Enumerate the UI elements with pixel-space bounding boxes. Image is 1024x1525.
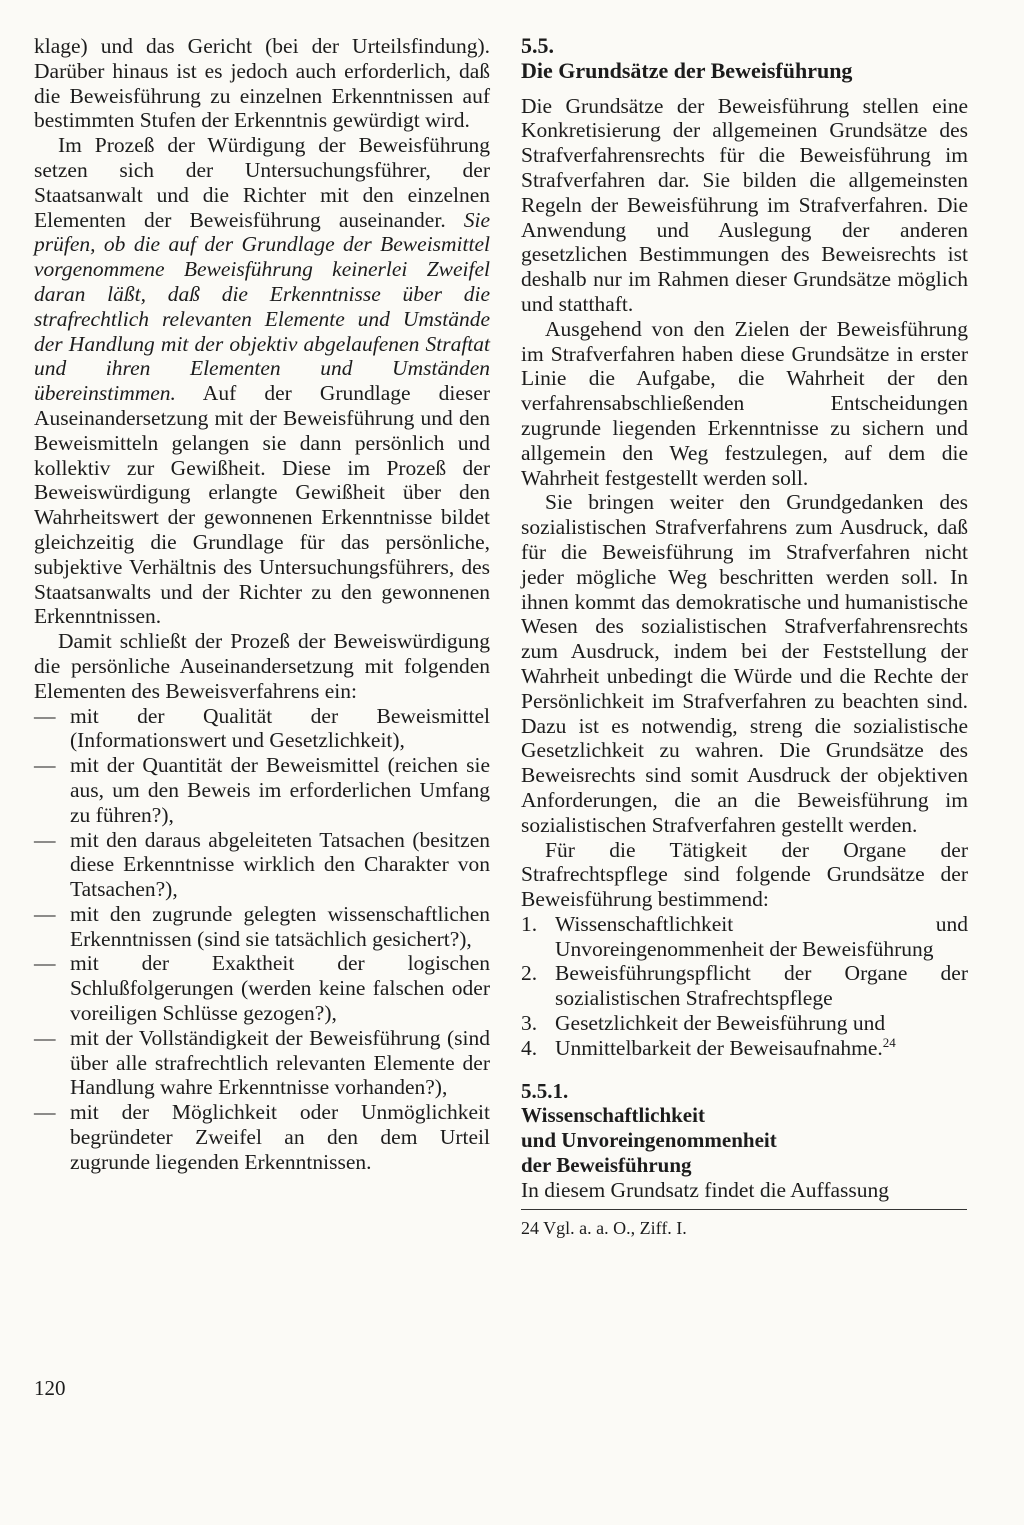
- subsection-number: 5.5.1.: [521, 1078, 569, 1103]
- page-number: 120: [34, 1376, 66, 1400]
- list-item-text: mit der Quantität der Beweismittel (reichen sie aus, um den Beweis im erforderlichen Umfang zu führen?),: [70, 753, 490, 827]
- footnote: 24 Vgl. a. a. O., Ziff. I.: [521, 1217, 687, 1238]
- section-title: Die Grundsätze der Beweisführung: [521, 57, 853, 83]
- list-number: 2.: [521, 961, 538, 986]
- paragraph: [34, 133, 490, 629]
- list-item: [34, 902, 490, 952]
- paragraph: Damit schließt der Prozeß der Beweiswürdigung die persönliche Auseinandersetzung mit folgenden Elementen des Beweisverfahrens ein:: [34, 629, 490, 703]
- list-item: [34, 753, 490, 827]
- subsection-title-line: der Beweisführung: [521, 1153, 692, 1178]
- subsection-title-line: Wissenschaftlichkeit: [521, 1103, 705, 1128]
- paragraph: klage) und das Gericht (bei der Urteilsfindung). Darüber hinaus ist es jedoch auch erforderlich, daß die Beweisführung zu einzelnen Erkenntnissen auf bestimmten Stufen der Erkenntnis gewürdigt wird.: [34, 34, 490, 133]
- list-item: [521, 1011, 968, 1036]
- dash-marker: —: [34, 827, 56, 852]
- list-number: 3.: [521, 1011, 538, 1036]
- list-item-text: Unmittelbarkeit der Beweisaufnahme.: [555, 1035, 883, 1060]
- paragraph: In diesem Grundsatz findet die Auffassung: [521, 1177, 890, 1202]
- paragraph-text: Im Prozeß der Würdigung der Beweisführung setzen sich der Untersuchungsführer, der Staatsanwalt und die Richter mit den einzelnen Elementen der Beweisführung auseinander.: [34, 133, 490, 232]
- dash-marker: —: [34, 901, 56, 926]
- list-item: [34, 951, 490, 1025]
- subsection-title-line: und Unvoreingenommenheit: [521, 1128, 777, 1153]
- dash-marker: —: [34, 703, 56, 728]
- list-item-text: mit der Möglichkeit oder Unmöglichkeit begründeter Zweifel an den dem Urteil zugrunde liegenden Erkenntnissen.: [70, 1100, 490, 1174]
- emphasized-text: Sie prüfen, ob die auf der Grundlage der Beweismittel vorgenommene Beweisführung keinerlei Zweifel daran läßt, daß die Erkenntnisse über die strafrechtlich relevanten Elemente und Umstände der Handlung mit der objektiv abgelaufenen Straftat und ihren Elementen und Umständen übereinstimmen.: [34, 207, 490, 406]
- dash-marker: —: [34, 753, 56, 778]
- list-item-text: Beweisführungspflicht der Organe der sozialistischen Strafrechtspflege: [555, 961, 968, 1011]
- list-item-text: mit der Vollständigkeit der Beweisführung (sind über alle strafrechtlich relevanten Elemente der Handlung wahre Erkenntnisse vorhanden?),: [70, 1025, 490, 1100]
- list-number: 1.: [521, 911, 538, 936]
- list-item-text: mit den daraus abgeleiteten Tatsachen (besitzen diese Erkenntnisse wirklich den Charakter von Tatsachen?),: [70, 827, 490, 902]
- list-item-text: Gesetzlichkeit der Beweisführung und: [555, 1011, 886, 1036]
- paragraph: Sie bringen weiter den Grundgedanken des sozialistischen Strafverfahrens zum Ausdruck, daß für die Beweisführung im Strafverfahren nicht jeder mögliche Weg beschritten werden soll. In ihnen kommt das demokratische und humanistische Wesen des sozialistischen Strafverfahrensrechts zum Ausdruck, indem bei der Feststellung der Wahrheit unbedingt die Würde und die Rechte der Persönlichkeit im Strafverfahren zu beachten sind. Dazu ist es notwendig, streng die sozialistische Gesetzlichkeit zu wahren. Die Grundsätze des Beweisrechts sind somit Ausdruck der objektiven Anforderungen, die an die Beweisführung im sozialistischen Strafverfahren gestellt werden.: [521, 490, 968, 837]
- dash-marker: —: [34, 951, 56, 976]
- list-item: [521, 961, 968, 1011]
- list-item: [34, 704, 490, 754]
- dash-marker: —: [34, 1100, 56, 1125]
- paragraph: Ausgehend von den Zielen der Beweisführung im Strafverfahren haben diese Grundsätze in erster Linie die Aufgabe, die Wahrheit der den verfahrensabschließenden Entscheidungen zugrunde liegenden Erkenntnisse zu sichern und allgemein den Weg festzulegen, auf dem die Wahrheit festgestellt werden soll.: [521, 316, 968, 490]
- paragraph: Die Grundsätze der Beweisführung stellen eine Konkretisierung der allgemeinen Grundsätze des Strafverfahrensrechts für die Beweisführung im Strafverfahren dar. Sie bilden die allgemeinsten Regeln der Beweisführung im Strafverfahren. Die Anwendung und Auslegung der anderen gesetzlichen Bestimmungen des Beweisrechts ist deshalb nur im Rahmen dieser Grundsätze möglich und statthaft.: [521, 93, 968, 316]
- list-item-text: mit den zugrunde gelegten wissenschaftlichen Erkenntnissen (sind sie tatsächlich gesichert?),: [70, 901, 490, 951]
- right-column: [521, 34, 968, 1240]
- list-item-text: mit der Qualität der Beweismittel (Informationswert und Gesetzlichkeit),: [70, 703, 490, 753]
- list-item: [521, 912, 968, 962]
- list-number: 4.: [521, 1035, 538, 1060]
- element-list: [34, 704, 490, 1175]
- paragraph-text: Auf der Grundlage dieser Auseinandersetzung mit der Beweisführung und den Beweismitteln gelangen sie dann persönlich und kollektiv zur Gewißheit. Diese im Prozeß der Beweiswürdigung erlangte Gewißheit über den Wahrheitswert der gewonnenen Erkenntnisse bildet gleichzeitig die Grundlage für das persönliche, subjektive Verhältnis des Untersuchungsführers, des Staatsanwalts und der Richter zu den gewonnenen Erkenntnissen.: [34, 381, 490, 629]
- section-number: 5.5.: [521, 33, 554, 58]
- list-item-text: Wissenschaftlichkeit und Unvoreingenommenheit der Beweisführung: [555, 911, 968, 961]
- list-item: [521, 1036, 968, 1061]
- principles-list: [521, 912, 968, 1061]
- list-item-text: mit der Exaktheit der logischen Schlußfolgerungen (werden keine falschen oder voreiligen Schlüsse gezogen?),: [70, 951, 490, 1026]
- footnote-reference[interactable]: 24: [882, 1034, 896, 1050]
- footnote-divider: [521, 1209, 967, 1210]
- paragraph: Für die Tätigkeit der Organe der Strafrechtspflege sind folgende Grundsätze der Beweisführung bestimmend:: [521, 837, 968, 912]
- list-item: [34, 828, 490, 902]
- list-item: [34, 1026, 490, 1100]
- left-column: [34, 34, 490, 1175]
- dash-marker: —: [34, 1025, 56, 1050]
- list-item: [34, 1100, 490, 1174]
